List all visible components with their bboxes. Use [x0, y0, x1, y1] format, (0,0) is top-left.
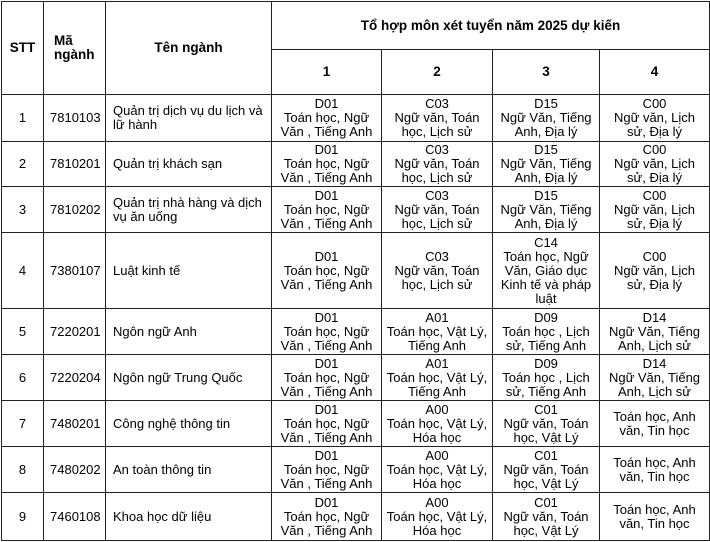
header-col-1: 1 — [272, 50, 382, 95]
table-row — [2, 447, 710, 493]
combo-cell-1 — [272, 142, 382, 187]
combo-subjects: Toán học, Ngữ — [283, 262, 370, 278]
combo-cell-3 — [493, 309, 600, 355]
table-row — [2, 95, 710, 142]
row-name: Quản trị khách sạn — [106, 142, 272, 187]
combo-subjects: Văn , Tiếng Anh — [280, 170, 373, 185]
row-name: Quản trị nhà hàng và dịch vụ ăn uống — [106, 187, 272, 233]
combo-cell-4 — [600, 355, 710, 401]
combo-subjects: văn, Tin học — [619, 422, 690, 438]
combo-cell-2 — [382, 447, 493, 493]
combo-subjects: Ngữ văn, Toán — [503, 461, 589, 477]
combo-subjects: Toán học, Ngữ — [283, 508, 370, 524]
combo-subjects: Toán học , Lịch — [502, 369, 590, 385]
combo-subjects: Văn , Tiếng Anh — [280, 429, 373, 445]
combo-cell-3 — [493, 187, 600, 233]
combo-subjects: Văn , Tiếng Anh — [280, 475, 373, 491]
combo-code: C00 — [642, 187, 667, 203]
combo-cell-2 — [382, 355, 493, 401]
combo-subjects: Ngữ văn, Toán — [394, 156, 480, 171]
combo-subjects: sử, Tiếng Anh — [505, 337, 587, 353]
header-col-2: 2 — [382, 50, 493, 95]
combo-cell-4 — [600, 233, 710, 309]
combo-subjects: Toán học, Ngữ — [503, 248, 589, 264]
combo-code: C03 — [425, 248, 449, 264]
combo-cell-3 — [493, 447, 600, 493]
combo-code: C01 — [534, 401, 558, 417]
combo-subjects: Toán học, Anh — [613, 501, 696, 517]
combo-subjects: sử, Địa lý — [627, 215, 682, 231]
combo-code: C03 — [425, 96, 449, 111]
table-row — [2, 309, 710, 355]
combo-subjects: Anh, Lịch sử — [617, 383, 692, 399]
combo-code: C03 — [425, 187, 449, 203]
combo-code: D09 — [534, 309, 558, 325]
row-code: 7220204 — [44, 355, 106, 401]
combo-subjects: Toán học, Vật Lý, — [386, 369, 488, 385]
combo-cell-1 — [272, 233, 382, 309]
combo-subjects: Toán học, Ngữ — [283, 110, 370, 125]
combo-code: D15 — [534, 187, 558, 203]
table-row — [2, 493, 710, 541]
combo-subjects: Hóa học — [412, 475, 462, 491]
combo-subjects: Toán học , Lịch — [502, 323, 590, 339]
row-name: Ngôn ngữ Trung Quốc — [106, 355, 272, 401]
combo-subjects: Ngữ văn, Toán — [394, 262, 480, 278]
combo-code: A00 — [425, 401, 449, 417]
combo-cell-2 — [382, 401, 493, 447]
combo-cell-2 — [382, 309, 493, 355]
combo-subjects: Ngữ văn, Toán — [394, 110, 480, 125]
combo-code: C00 — [642, 142, 667, 157]
combo-subjects: sử, Địa lý — [627, 170, 682, 185]
combo-subjects: Ngữ Văn, Tiếng — [608, 323, 701, 339]
row-stt: 2 — [2, 142, 44, 187]
header-to-hop: Tổ hợp môn xét tuyển năm 2025 dự kiến — [272, 2, 710, 50]
row-code: 7220201 — [44, 309, 106, 355]
combo-cell-1 — [272, 187, 382, 233]
combo-subjects: văn, Tin học — [619, 468, 690, 484]
combo-code: C01 — [534, 447, 558, 463]
combo-code: C14 — [534, 234, 558, 250]
combo-subjects: Toán học, Anh — [613, 454, 696, 470]
combo-subjects: Tiếng Anh — [407, 337, 467, 353]
combo-code: D01 — [314, 494, 339, 510]
combo-cell-4 — [600, 401, 710, 447]
combo-subjects: Ngữ Văn, Tiếng — [500, 110, 592, 125]
row-code: 7810202 — [44, 187, 106, 233]
combo-code: A01 — [425, 355, 449, 371]
combo-cell-3 — [493, 95, 600, 142]
table-body — [2, 95, 710, 541]
combo-subjects: sử, Tiếng Anh — [505, 383, 587, 399]
combo-subjects: học, Vật Lý — [513, 429, 579, 445]
combo-code: A00 — [425, 447, 449, 463]
combo-code: D01 — [314, 248, 339, 264]
combo-subjects: Văn , Tiếng Anh — [280, 522, 373, 538]
combo-subjects: học, Lịch sử — [401, 170, 473, 185]
combo-cell-1 — [272, 401, 382, 447]
combo-subjects: Ngữ Văn, Tiếng — [608, 369, 701, 385]
combo-subjects: Toán học, Vật Lý, — [386, 415, 488, 431]
combo-code: D14 — [642, 309, 667, 325]
combo-subjects: Văn , Tiếng Anh — [280, 276, 373, 292]
row-code: 7480201 — [44, 401, 106, 447]
combo-subjects: Ngữ văn, Lịch — [614, 262, 695, 278]
row-name: An toàn thông tin — [106, 447, 272, 493]
row-name: Quản trị dịch vụ du lịch và lữ hành — [106, 95, 272, 142]
combo-cell-1 — [272, 493, 382, 541]
combo-cell-4 — [600, 187, 710, 233]
combo-cell-3 — [493, 233, 600, 309]
combo-subjects: Toán học, Vật Lý, — [386, 461, 488, 477]
combo-subjects: Kinh tế và pháp — [500, 276, 592, 292]
combo-subjects: Văn , Tiếng Anh — [280, 337, 373, 353]
combo-cell-4 — [600, 95, 710, 142]
table-row — [2, 401, 710, 447]
combo-code: D14 — [642, 355, 667, 371]
row-stt: 4 — [2, 233, 44, 309]
combo-subjects: Hóa học — [412, 429, 462, 445]
header-row-1 — [2, 2, 710, 50]
combo-subjects: Ngữ văn, Lịch — [614, 156, 695, 171]
combo-subjects: Ngữ văn, Lịch — [614, 201, 695, 217]
combo-code: D01 — [314, 401, 339, 417]
combo-cell-1 — [272, 355, 382, 401]
combo-subjects: Toán học, Vật Lý, — [386, 508, 488, 524]
combo-cell-4 — [600, 493, 710, 541]
combo-code: A00 — [425, 494, 449, 510]
combo-subjects: sử, Địa lý — [627, 124, 682, 139]
combo-code: D01 — [314, 96, 339, 111]
header-col-3: 3 — [493, 50, 600, 95]
header-ma-nganh: Mã ngành — [44, 2, 106, 95]
header-col-4: 4 — [600, 50, 710, 95]
combo-cell-2 — [382, 233, 493, 309]
combo-subjects: Ngữ Văn, Tiếng — [500, 201, 592, 217]
combo-code: D15 — [534, 142, 558, 157]
row-name: Khoa học dữ liệu — [106, 493, 272, 541]
combo-cell-4 — [600, 447, 710, 493]
row-stt: 8 — [2, 447, 44, 493]
combo-subjects: Ngữ văn, Toán — [503, 508, 589, 524]
row-stt: 9 — [2, 493, 44, 541]
combo-cell-4 — [600, 142, 710, 187]
combo-subjects: học, Vật Lý — [513, 522, 579, 538]
combo-cell-1 — [272, 95, 382, 142]
table-row — [2, 187, 710, 233]
combo-subjects: học, Lịch sử — [401, 215, 473, 231]
combo-subjects: luật — [535, 290, 557, 306]
combo-code: D01 — [314, 142, 339, 157]
table-row — [2, 142, 710, 187]
combo-code: D01 — [314, 355, 339, 371]
combo-cell-3 — [493, 401, 600, 447]
row-name: Công nghệ thông tin — [106, 401, 272, 447]
row-code: 7460108 — [44, 493, 106, 541]
row-stt: 7 — [2, 401, 44, 447]
combo-subjects: Ngữ Văn, Tiếng — [500, 156, 592, 171]
row-code: 7380107 — [44, 233, 106, 309]
combo-code: C03 — [425, 142, 449, 157]
combo-code: A01 — [425, 309, 449, 325]
combo-subjects: Ngữ văn, Toán — [394, 201, 480, 217]
combo-cell-2 — [382, 187, 493, 233]
combo-subjects: Văn , Tiếng Anh — [280, 124, 373, 139]
admission-table — [1, 1, 710, 541]
row-code: 7810103 — [44, 95, 106, 142]
combo-code: C00 — [642, 248, 667, 264]
combo-cell-1 — [272, 309, 382, 355]
combo-subjects: Ngữ văn, Toán — [503, 415, 589, 431]
combo-subjects: Văn , Tiếng Anh — [280, 215, 373, 231]
combo-code: D15 — [534, 96, 558, 111]
combo-cell-1 — [272, 447, 382, 493]
combo-cell-2 — [382, 95, 493, 142]
combo-cell-2 — [382, 142, 493, 187]
combo-subjects: Toán học, Ngữ — [283, 461, 370, 477]
combo-subjects: Văn, Giáo dục — [504, 262, 588, 278]
row-stt: 6 — [2, 355, 44, 401]
combo-subjects: Văn , Tiếng Anh — [280, 383, 373, 399]
combo-code: D01 — [314, 187, 339, 203]
combo-code: D01 — [314, 309, 339, 325]
combo-subjects: Toán học, Ngữ — [283, 369, 370, 385]
combo-subjects: Toán học, Ngữ — [283, 201, 370, 217]
combo-cell-2 — [382, 493, 493, 541]
combo-subjects: Toán học, Vật Lý, — [386, 323, 488, 339]
combo-subjects: Hóa học — [412, 522, 462, 538]
row-stt: 5 — [2, 309, 44, 355]
header-stt: STT — [2, 2, 44, 95]
combo-subjects: Anh, Lịch sử — [617, 337, 692, 353]
combo-subjects: Tiếng Anh — [407, 383, 467, 399]
combo-subjects: Ngữ văn, Lịch — [614, 110, 695, 125]
combo-cell-3 — [493, 493, 600, 541]
combo-code: C01 — [534, 494, 558, 510]
combo-subjects: Anh, Địa lý — [514, 215, 578, 231]
combo-subjects: Toán học, Ngữ — [283, 415, 370, 431]
row-name: Ngôn ngữ Anh — [106, 309, 272, 355]
table-row — [2, 355, 710, 401]
row-code: 7480202 — [44, 447, 106, 493]
combo-subjects: văn, Tin học — [619, 515, 690, 531]
table-row — [2, 233, 710, 309]
combo-subjects: sử, Địa lý — [627, 276, 682, 292]
combo-subjects: học, Vật Lý — [513, 475, 579, 491]
combo-subjects: Toán học, Ngữ — [283, 156, 370, 171]
row-code: 7810201 — [44, 142, 106, 187]
combo-cell-4 — [600, 309, 710, 355]
combo-subjects: Toán học, Ngữ — [283, 323, 370, 339]
combo-cell-3 — [493, 142, 600, 187]
combo-subjects: học, Lịch sử — [401, 124, 473, 139]
combo-subjects: Toán học, Anh — [613, 408, 696, 424]
combo-code: C00 — [642, 96, 667, 111]
row-name: Luật kinh tế — [106, 233, 272, 309]
combo-code: D09 — [534, 355, 558, 371]
combo-code: D01 — [314, 447, 339, 463]
combo-subjects: Anh, Địa lý — [514, 124, 578, 139]
combo-subjects: Anh, Địa lý — [514, 170, 578, 185]
combo-cell-3 — [493, 355, 600, 401]
combo-subjects: học, Lịch sử — [401, 276, 473, 292]
row-stt: 1 — [2, 95, 44, 142]
header-ten-nganh: Tên ngành — [106, 2, 272, 95]
row-stt: 3 — [2, 187, 44, 233]
